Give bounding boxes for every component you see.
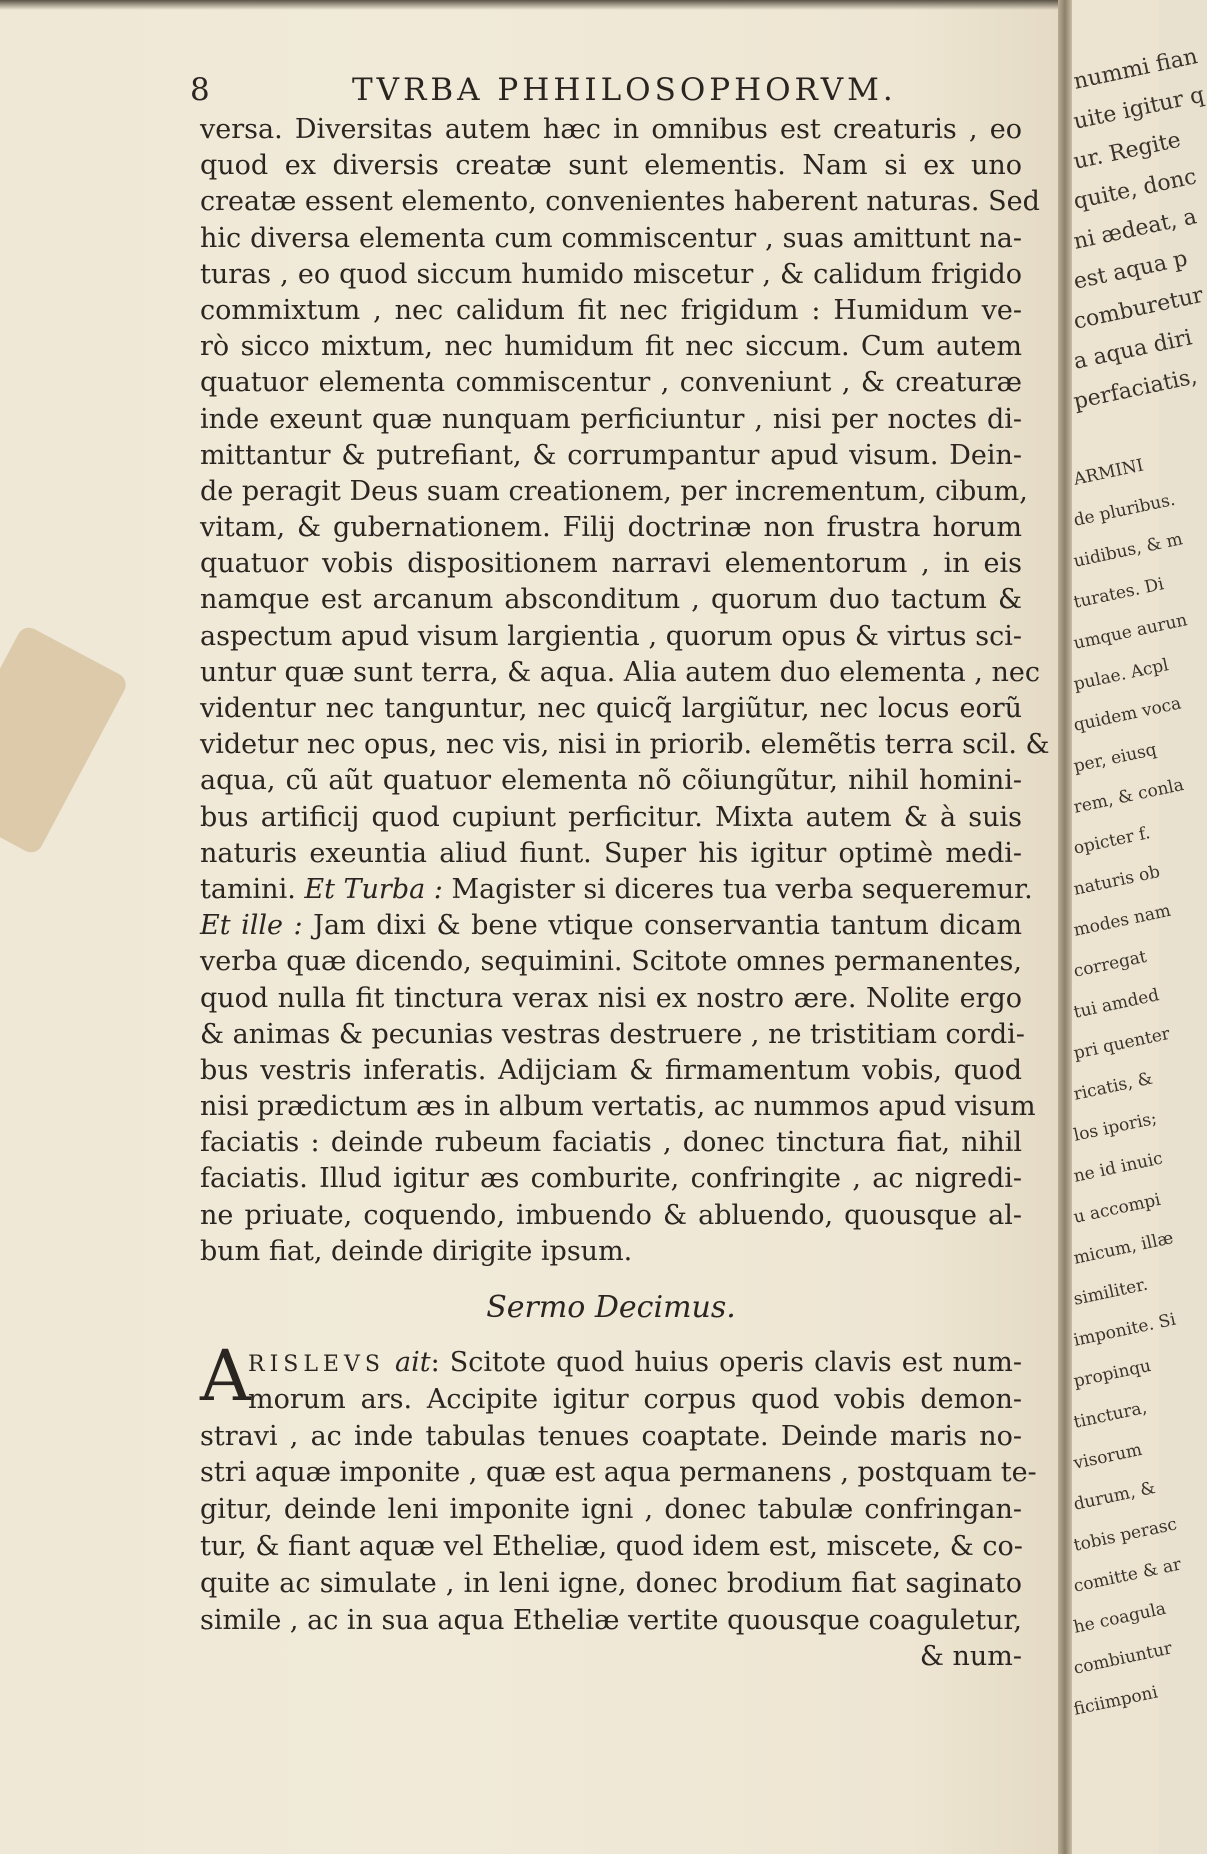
section-first-line: [200, 1345, 1022, 1382]
facing-page-fragment: de pluribus.: [1071, 489, 1177, 531]
speaker-verb: ait: [395, 1347, 431, 1378]
facing-page-fragment: ne id inuic: [1071, 1148, 1165, 1187]
running-title: TVRBA PHHILOSOPHORVM.: [352, 72, 897, 108]
main-text: [200, 112, 1050, 1270]
facing-page-fragment: comburetur: [1071, 282, 1206, 335]
facing-page-fragment: ricatis, &: [1071, 1068, 1155, 1105]
text-line: untur quæ sunt terra, & aqua. Alia autem duo elementa , nec: [200, 656, 1040, 688]
text-line: nisi prædictum æs in album vertatis, ac nummos apud visum: [200, 1091, 1036, 1123]
facing-page-fragment: uidibus, & m: [1071, 529, 1185, 572]
facing-page-fragment: turates. Di: [1071, 574, 1166, 613]
text-line: faciatis : deinde rubeum faciatis , donec tinctura fiat, nihil: [200, 1127, 1022, 1159]
book-spine: [1058, 0, 1072, 1854]
facing-page-fragment: ni ædeat, a: [1071, 204, 1199, 255]
section-text: [200, 1335, 1037, 1676]
facing-page-fragment: naturis ob: [1071, 861, 1162, 900]
facing-page-fragment: propinqu: [1071, 1355, 1153, 1392]
facing-page-fragment: modes nam: [1071, 900, 1173, 941]
facing-page-fragment: ARMINI: [1071, 455, 1146, 490]
speaker-name: RISLEVS: [248, 1352, 385, 1377]
facing-page-fragment: est aqua p: [1071, 246, 1190, 295]
facing-page-fragment: pri quenter: [1071, 1023, 1172, 1064]
text-line: rò sicco mixtum, nec humidum fit nec siccum. Cum autem: [200, 331, 1022, 363]
facing-page-fragment: ur. Regite: [1071, 127, 1184, 175]
text-line: quod ex diversis creatæ sunt elementis. Nam si ex uno: [200, 150, 1022, 182]
facing-page-fragment: corregat: [1071, 946, 1149, 982]
facing-page-fragment: ficiimponi: [1071, 1682, 1160, 1720]
facing-page-fragment: visorum: [1071, 1439, 1144, 1474]
facing-page-fragment: a aqua diri: [1071, 325, 1195, 375]
text-line: inde exeunt quæ nunquam perficiuntur , nisi per noctes di-: [200, 403, 1022, 435]
section-line: gitur, deinde leni imponite igni , donec tabulæ confringan-: [200, 1494, 1022, 1526]
text-line: vitam, & gubernationem. Filij doctrinæ non frustra horum: [200, 512, 1022, 544]
facing-page-fragment: he coagula: [1071, 1598, 1168, 1638]
text-line: [200, 872, 1033, 908]
text-line: verba quæ dicendo, sequimini. Scitote omnes permanentes,: [200, 946, 1022, 978]
facing-page-fragment: opicter f.: [1071, 823, 1152, 859]
page-number: 8: [190, 72, 214, 108]
section-line: tur, & fiant aquæ vel Etheliæ, quod idem est, miscete, & co-: [200, 1530, 1023, 1562]
facing-page-fragment: tinctura,: [1071, 1397, 1149, 1433]
text-line: videtur nec opus, nec vis, nisi in priorib. elemẽtis terra scil. &: [200, 729, 1050, 761]
text-line: creatæ essent elemento, convenientes haberent naturas. Sed: [200, 186, 1040, 218]
text-line: quatuor elementa commiscentur , conveniunt , & creaturæ: [200, 367, 1022, 399]
facing-page-fragment: imponite. Si: [1071, 1309, 1178, 1351]
paper-tab: [0, 624, 130, 857]
facing-page-fragment: pulae. Acpl: [1071, 655, 1171, 695]
text-line: bus vestris inferatis. Adijciam & firmamentum vobis, quod: [200, 1054, 1022, 1086]
facing-page-fragment: u accompi: [1071, 1189, 1163, 1228]
text-line: bum fiat, deinde dirigite ipsum.: [200, 1235, 633, 1267]
turba-label: Et Turba :: [304, 873, 443, 905]
text-line: & animas & pecunias vestras destruere , ne tristitiam cordi-: [200, 1018, 1025, 1050]
text-line-start: tamini.: [200, 873, 296, 905]
first-line-rest: : Scitote quod huius operis clavis est num-: [430, 1347, 1022, 1378]
facing-page-fragment: tobis perasc: [1071, 1514, 1179, 1556]
facing-page-fragment: perfaciatis,: [1071, 364, 1200, 415]
text-line: turas , eo quod siccum humido miscetur , & calidum frigido: [200, 258, 1022, 290]
ille-label: Et ille :: [200, 910, 303, 942]
turba-text: Magister si diceres tua verba sequeremur.: [442, 873, 1033, 905]
facing-page-fragment: quidem voca: [1071, 693, 1183, 736]
section-line: morum ars. Accipite igitur corpus quod vobis demon-: [248, 1383, 1022, 1415]
facing-page-fragment: similiter.: [1071, 1274, 1150, 1310]
text-line: ne priuate, coquendo, imbuendo & abluendo, quousque al-: [200, 1199, 1022, 1231]
facing-page-fragment: los iporis;: [1071, 1108, 1159, 1146]
section-title: Sermo Decimus.: [486, 1290, 736, 1325]
facing-page-fragment: comitte & ar: [1071, 1554, 1183, 1597]
text-line: hic diversa elementa cum commiscentur , suas amittunt na-: [200, 222, 1022, 254]
section-line: stri aquæ imponite , quæ est aqua permanens , postquam te-: [200, 1457, 1037, 1489]
text-line: bus artificij quod cupiunt perficitur. Mixta autem & à suis: [200, 801, 1022, 833]
facing-page: [1071, 0, 1207, 1854]
facing-page-fragment: uite igitur q: [1071, 82, 1207, 135]
facing-page-fragment: tui amded: [1071, 985, 1161, 1023]
section-line: stravi , ac inde tabulas tenues coaptate. Deinde maris no-: [200, 1420, 1022, 1452]
catchword: & num-: [919, 1641, 1022, 1673]
section-line: quite ac simulate , in leni igne, donec brodium fiat saginato: [200, 1567, 1022, 1599]
text-line: versa. Diversitas autem hæc in omnibus est creaturis , eo: [200, 114, 1022, 145]
facing-page-fragment: durum, &: [1071, 1477, 1158, 1515]
text-line: faciatis. Illud igitur æs comburite, confringite , ac nigredi-: [200, 1163, 1022, 1195]
facing-page-fragment: nummi fian: [1071, 44, 1200, 95]
ille-line: [200, 908, 1022, 944]
text-line: quatuor vobis dispositionem narravi elementorum , in eis: [200, 548, 1022, 580]
text-line: aspectum apud visum largientia , quorum opus & virtus sci-: [200, 620, 1022, 652]
text-line: commixtum , nec calidum fit nec frigidum : Humidum ve-: [200, 294, 1022, 326]
text-line: quod nulla fit tinctura verax nisi ex nostro ære. Nolite ergo: [200, 982, 1022, 1014]
facing-page-fragment: combiuntur: [1071, 1638, 1174, 1679]
text-line: naturis exeuntia aliud fiunt. Super his igitur optimè medi-: [200, 837, 1022, 869]
text-line: namque est arcanum absconditum , quorum duo tactum &: [200, 584, 1022, 616]
facing-page-fragment: per, eiusq: [1071, 739, 1159, 777]
ille-text: Jam dixi & bene vtique conservantia tantum dicam: [302, 910, 1022, 942]
drop-cap: A: [200, 1335, 251, 1417]
text-line: de peragit Deus suam creationem, per incrementum, cibum,: [200, 475, 1028, 507]
facing-page-fragment: umque aurun: [1071, 610, 1190, 654]
facing-page-fragment: micum, illæ: [1071, 1228, 1176, 1269]
page-top-shadow: [0, 0, 1065, 10]
text-line: mittantur & putrefiant, & corrumpantur apud visum. Dein-: [200, 439, 1022, 471]
text-line: videntur nec tanguntur, nec quicq̃ largiũtur, nec locus eorũ: [200, 693, 1022, 724]
text-line: aqua, cũ aũt quatuor elementa nõ cõiungũtur, nihil homini-: [200, 765, 1022, 797]
section-line: simile , ac in sua aqua Etheliæ vertite quousque coaguletur,: [200, 1604, 1022, 1636]
facing-page-fragment: rem, & conla: [1071, 774, 1186, 818]
running-header: [190, 72, 1050, 112]
facing-page-fragment: quite, donc: [1071, 164, 1199, 215]
